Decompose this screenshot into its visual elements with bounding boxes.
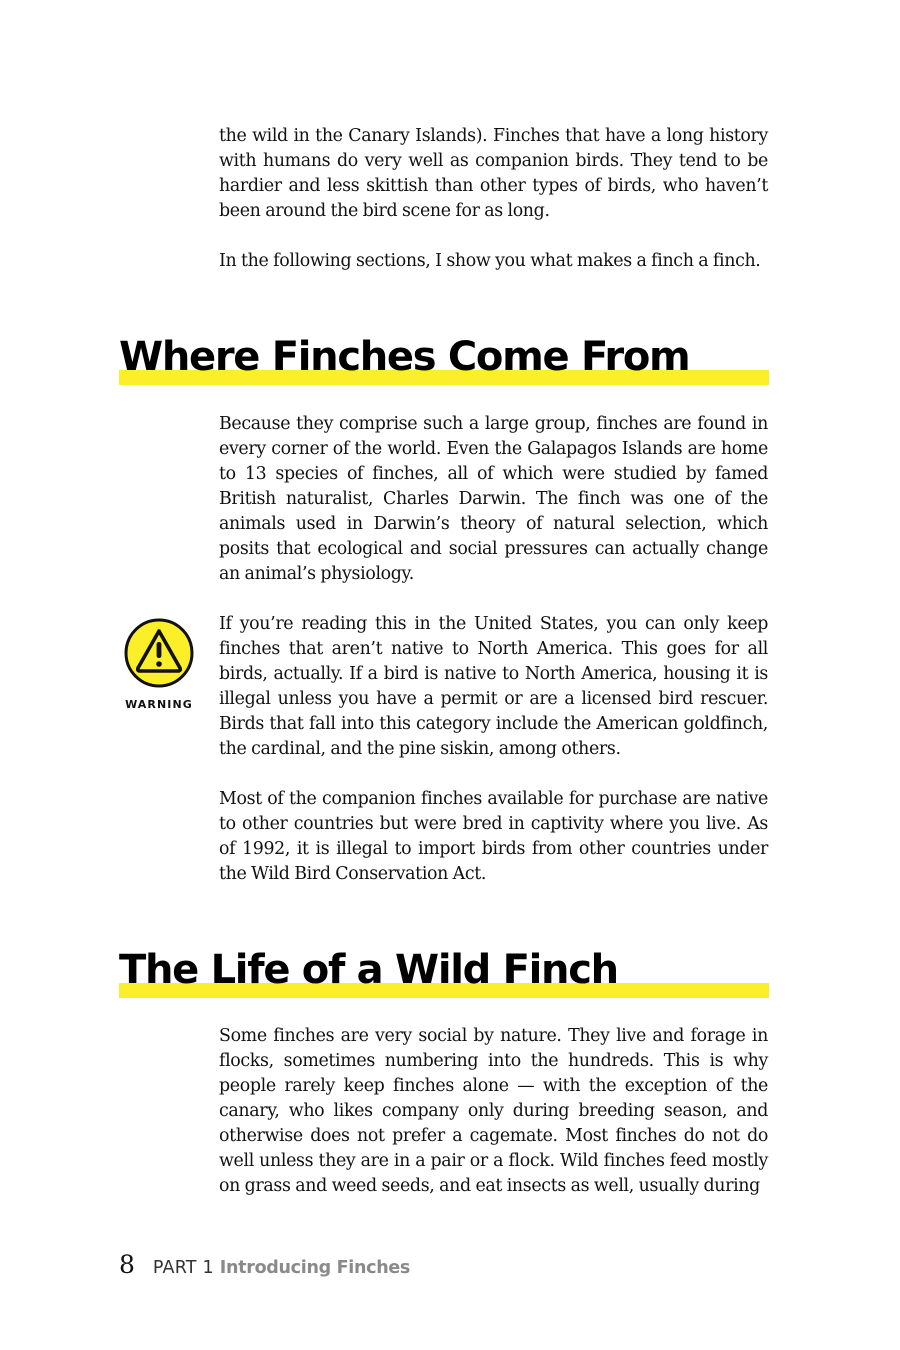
heading-text-where-from: Where Finches Come From: [119, 334, 690, 380]
warning-label: WARNING: [125, 698, 193, 711]
section-heading-wild-life: [119, 946, 769, 998]
part-label: PART 1: [152, 1258, 214, 1278]
paragraph-origin-1: Because they comprise such a large group, finches are found in every corner of the world. Even the Galapagos Islands are home to 13 species of finches, all of which were studied by famed British naturalist, Charles Darwin. The finch was one of the animals used in Darwin’s theory of natural selection, which posits that ecological and social pressures can actually change an animal’s physiology.: [219, 414, 768, 584]
paragraph-warning: If you’re reading this in the United States, you can only keep finches that aren’t native to North America. This goes for all birds, actually. If a bird is native to North America, housing it is illegal unless you have a permit or are a licensed bird rescuer. Birds that fall into this category include the American goldfinch, the cardinal, and the pine siskin, among others.: [219, 614, 768, 759]
paragraph-wild-life-1: Some finches are very social by nature. They live and forage in flocks, sometimes numbering into the hundreds. This is why people rarely keep finches alone — with the exception of the canary, who likes company only during breeding season, and otherwise does not prefer a cagemate. Most finches do not do well unless they are in a pair or a flock. Wild finches feed mostly on grass and weed seeds, and eat insects as well, usually during: [219, 1026, 768, 1196]
paragraph-origin-2: Most of the companion finches available for purchase are native to other countries but were bred in captivity where you live. As of 1992, it is illegal to import birds from other countries under the Wild Bird Conservation Act.: [219, 789, 768, 884]
heading-text-wild-life: The Life of a Wild Finch: [119, 947, 618, 993]
page-number: 8: [119, 1250, 135, 1279]
paragraph-intro-continued: the wild in the Canary Islands). Finches that have a long history with humans do very well as companion birds. They tend to be hardier and less skittish than other types of birds, who haven’t been around the bird scene for as long.: [219, 126, 768, 221]
page-footer: [119, 1250, 410, 1284]
paragraph-intro-following: In the following sections, I show you what makes a finch a finch.: [219, 251, 761, 271]
part-title: Introducing Finches: [219, 1258, 411, 1278]
section-heading-where-from: [119, 333, 769, 385]
warning-triangle-icon: [124, 618, 194, 688]
